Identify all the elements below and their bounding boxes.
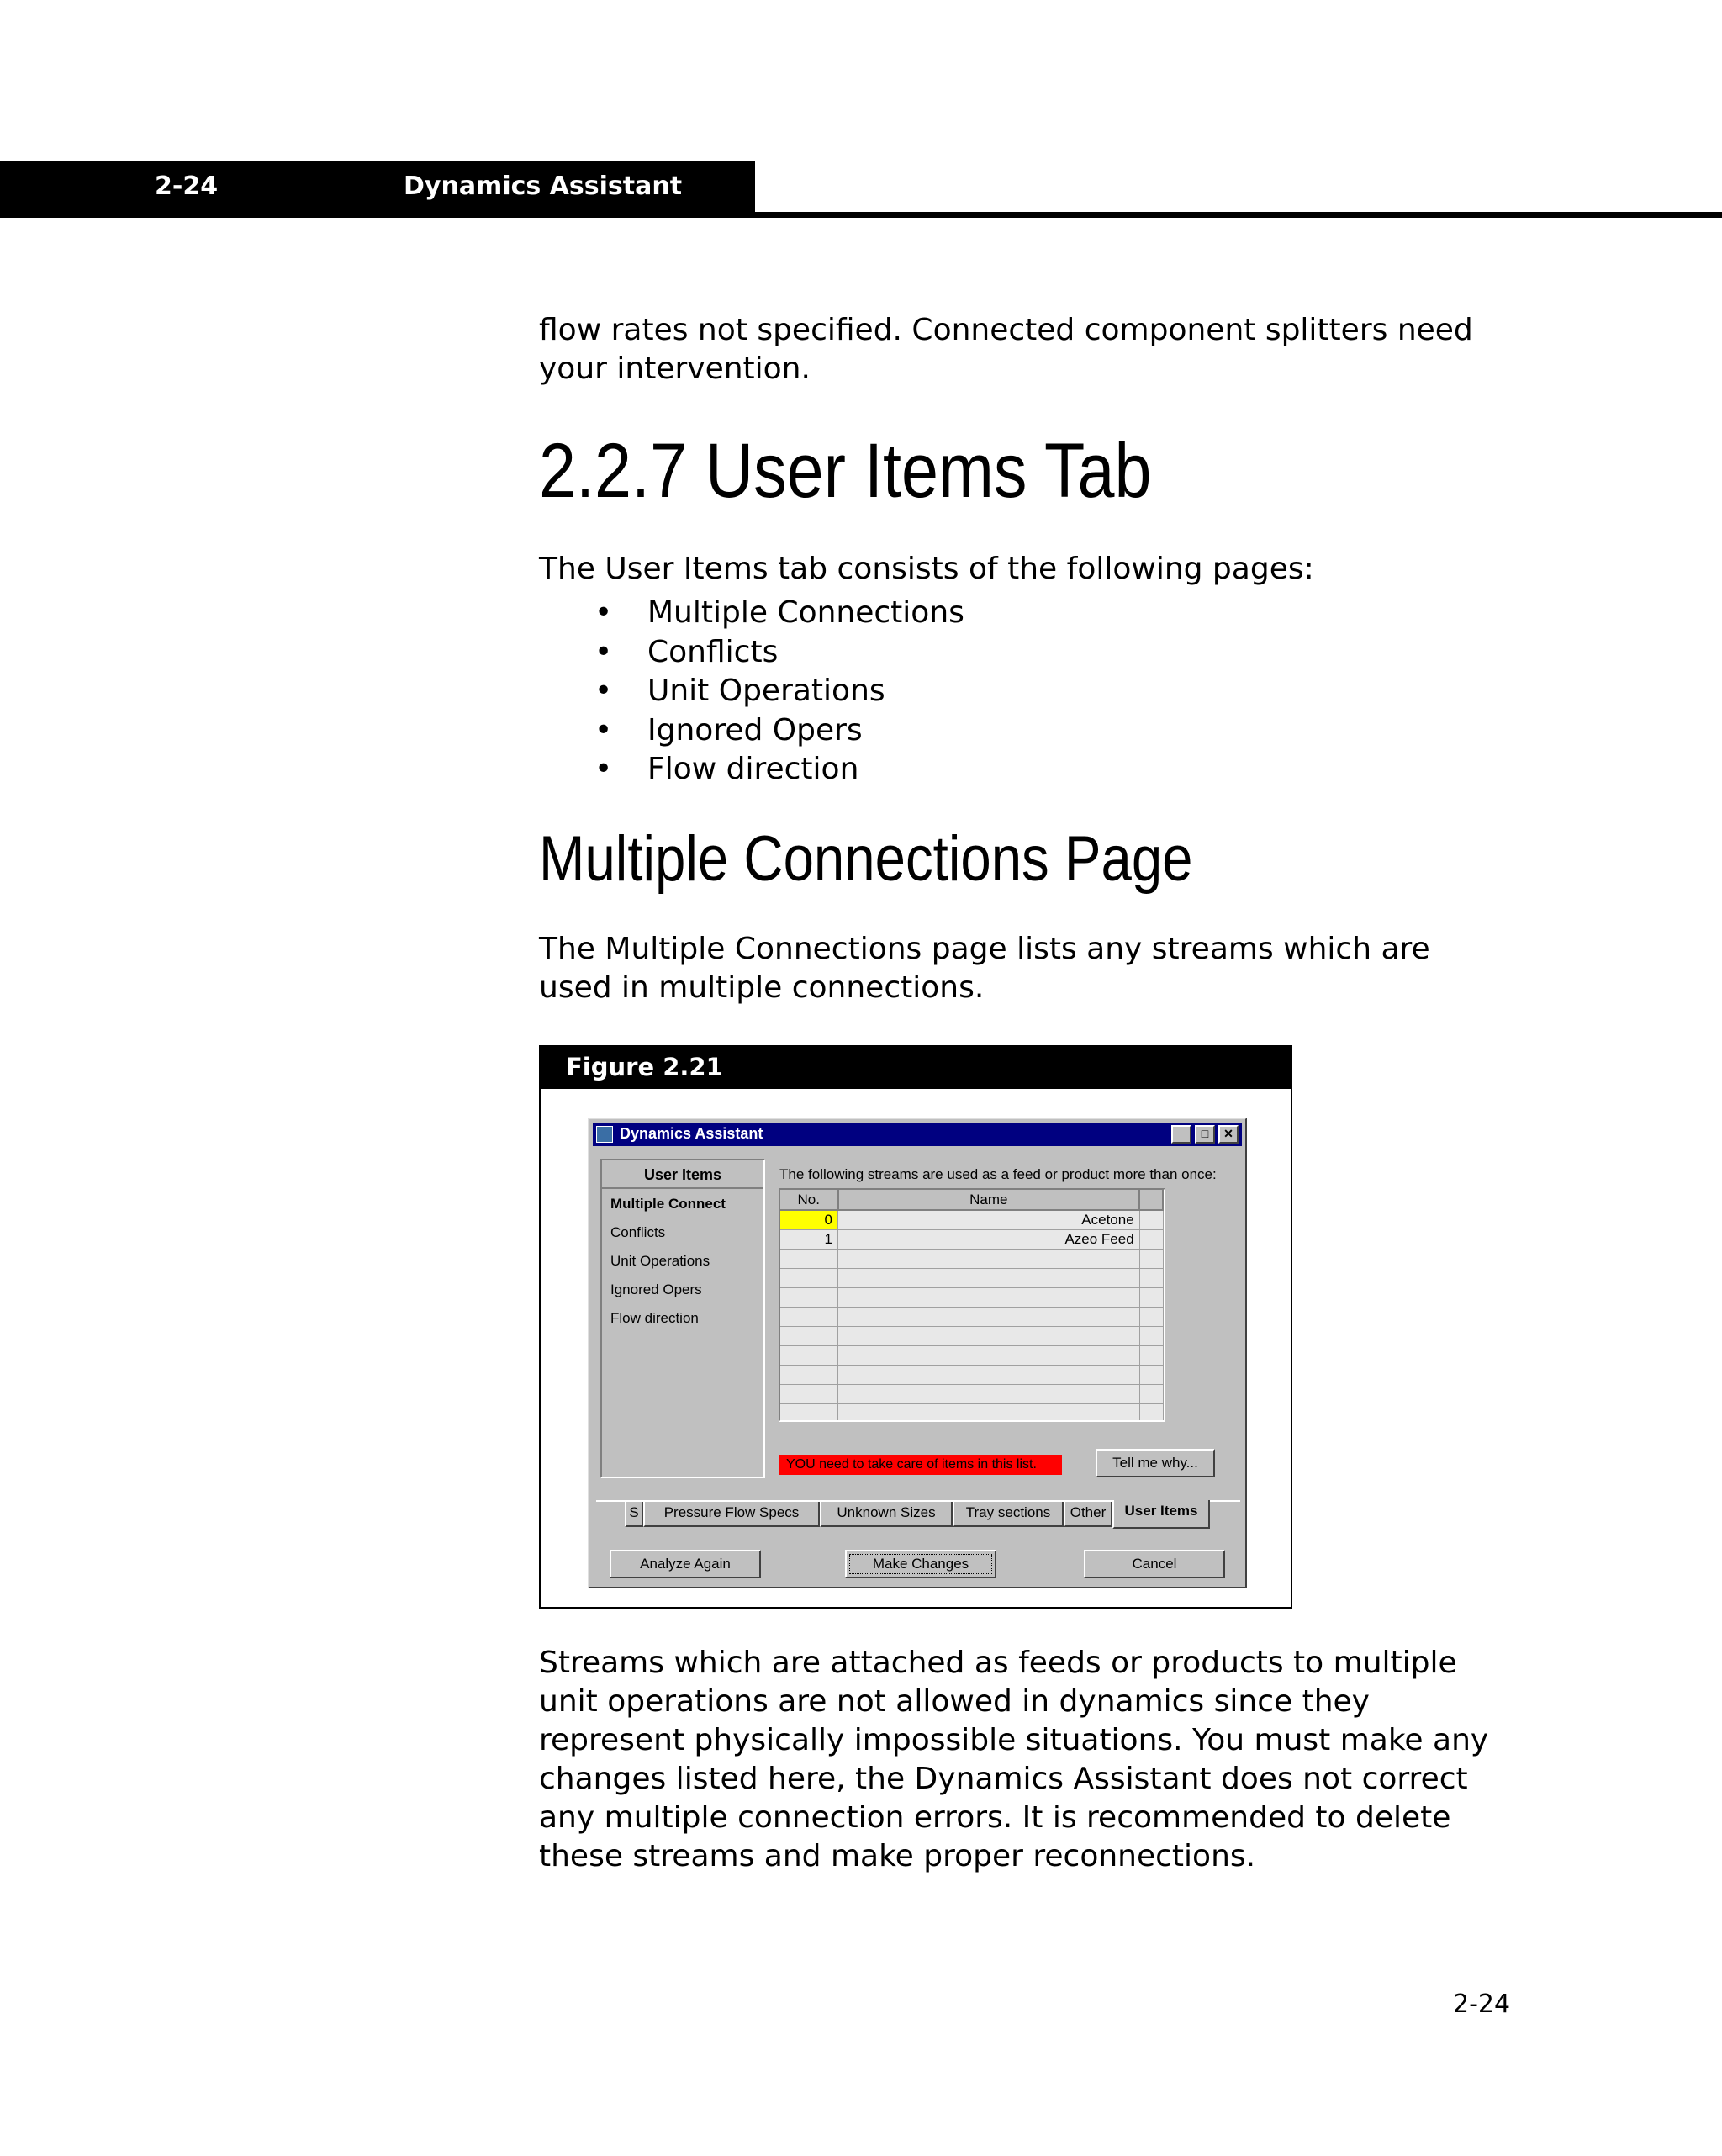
table-row xyxy=(780,1250,1163,1269)
empty-cell xyxy=(780,1327,838,1346)
column-header-name[interactable]: Name xyxy=(838,1190,1140,1210)
error-message: YOU need to take care of items in this list. xyxy=(779,1455,1062,1475)
table-header-row xyxy=(780,1190,1163,1210)
empty-cell xyxy=(780,1288,838,1308)
footer-page-number: 2-24 xyxy=(1453,1990,1511,2019)
header-chapter-title: Dynamics Assistant xyxy=(404,172,683,201)
analyze-again-button[interactable]: Analyze Again xyxy=(610,1550,761,1578)
empty-cell xyxy=(838,1404,1140,1423)
empty-cell xyxy=(780,1250,838,1269)
row-number-cell[interactable]: 0 xyxy=(780,1210,838,1230)
table-row xyxy=(780,1346,1163,1366)
empty-cell xyxy=(838,1250,1140,1269)
empty-cell xyxy=(1139,1346,1163,1366)
empty-cell xyxy=(780,1269,838,1288)
empty-cell xyxy=(838,1269,1140,1288)
table-row xyxy=(780,1385,1163,1404)
nav-title: User Items xyxy=(602,1160,763,1189)
figure xyxy=(539,1045,1292,1609)
section-heading: 2.2.7 User Items Tab xyxy=(539,428,1152,514)
empty-cell xyxy=(780,1385,838,1404)
tab-strip xyxy=(596,1500,1240,1534)
empty-cell xyxy=(780,1366,838,1385)
tab-tray-sections[interactable]: Tray sections xyxy=(953,1502,1064,1527)
header-rule xyxy=(0,212,1722,218)
empty-cell xyxy=(1139,1404,1163,1423)
table-row xyxy=(780,1308,1163,1327)
maximize-icon[interactable]: □ xyxy=(1195,1125,1215,1144)
empty-cell xyxy=(1139,1250,1163,1269)
stream-name-cell[interactable]: Acetone xyxy=(838,1210,1140,1230)
empty-cell xyxy=(1139,1385,1163,1404)
empty-cell xyxy=(1139,1269,1163,1288)
tab-user-items[interactable]: User Items xyxy=(1112,1500,1210,1529)
section-intro: The User Items tab consists of the following pages: xyxy=(539,552,1314,586)
empty-cell xyxy=(1139,1210,1163,1230)
page-navigator xyxy=(600,1159,765,1478)
tab-other[interactable]: Other xyxy=(1064,1502,1112,1527)
intro-paragraph: flow rates not specified. Connected component splitters need your intervention. xyxy=(539,313,1473,386)
list-item: • Multiple Connections xyxy=(539,594,964,633)
make-changes-button[interactable]: Make Changes xyxy=(845,1550,996,1578)
close-icon[interactable]: ✕ xyxy=(1218,1125,1239,1144)
tell-me-why-button[interactable]: Tell me why... xyxy=(1096,1449,1215,1477)
empty-cell xyxy=(780,1308,838,1327)
dialog-title: Dynamics Assistant xyxy=(620,1125,763,1142)
figure-label: Figure 2.21 xyxy=(566,1053,723,1081)
empty-cell xyxy=(780,1404,838,1423)
table-row xyxy=(780,1269,1163,1288)
app-icon xyxy=(596,1126,613,1143)
table-row xyxy=(780,1366,1163,1385)
list-item: • Unit Operations xyxy=(539,672,964,711)
header-page-number: 2-24 xyxy=(155,172,219,201)
stream-name-cell[interactable]: Azeo Feed xyxy=(838,1230,1140,1250)
list-item: • Ignored Opers xyxy=(539,711,964,751)
table-row xyxy=(780,1327,1163,1346)
empty-cell xyxy=(1139,1308,1163,1327)
tab-s[interactable]: S xyxy=(625,1502,643,1527)
closing-paragraph: Streams which are attached as feeds or products to multiple unit operations are not allowed in dynamics since they represent physically impossible situations. You must make any changes listed here, the Dynamics Assistant does not correct any multiple connection errors. It is recommended to delete these streams and make proper reconnections. xyxy=(539,1646,1489,1873)
nav-item-ignored-opers[interactable]: Ignored Opers xyxy=(610,1281,702,1297)
empty-cell xyxy=(780,1346,838,1366)
empty-cell xyxy=(1139,1327,1163,1346)
figure-header xyxy=(541,1047,1291,1089)
nav-item-conflicts[interactable]: Conflicts xyxy=(610,1224,666,1240)
list-item: • Conflicts xyxy=(539,633,964,673)
table-row xyxy=(780,1404,1163,1423)
dynamics-assistant-dialog xyxy=(588,1118,1247,1588)
table-row[interactable] xyxy=(780,1230,1163,1250)
minimize-icon[interactable]: _ xyxy=(1171,1125,1191,1144)
cancel-button[interactable]: Cancel xyxy=(1084,1550,1225,1578)
empty-cell xyxy=(1139,1288,1163,1308)
empty-cell xyxy=(1139,1366,1163,1385)
column-header-no[interactable]: No. xyxy=(780,1190,838,1210)
nav-item-multiple-connect[interactable]: Multiple Connect xyxy=(610,1196,726,1212)
empty-cell xyxy=(838,1308,1140,1327)
nav-item-flow-direction[interactable]: Flow direction xyxy=(610,1310,699,1326)
pages-list xyxy=(539,594,964,790)
list-item: • Flow direction xyxy=(539,750,964,790)
subsection-heading: Multiple Connections Page xyxy=(539,823,1193,895)
row-number-cell[interactable]: 1 xyxy=(780,1230,838,1250)
subsection-paragraph: The Multiple Connections page lists any streams which are used in multiple connections. xyxy=(539,932,1430,1005)
instruction-text: The following streams are used as a feed or product more than once: xyxy=(779,1166,1217,1182)
empty-cell xyxy=(838,1366,1140,1385)
tab-unknown-sizes[interactable]: Unknown Sizes xyxy=(820,1502,953,1527)
dialog-titlebar[interactable] xyxy=(593,1123,1242,1146)
empty-cell xyxy=(838,1385,1140,1404)
tab-pressure-flow-specs[interactable]: Pressure Flow Specs xyxy=(643,1502,820,1527)
empty-cell xyxy=(838,1288,1140,1308)
empty-cell xyxy=(838,1346,1140,1366)
nav-item-unit-operations[interactable]: Unit Operations xyxy=(610,1253,710,1269)
empty-cell xyxy=(1139,1230,1163,1250)
table-row[interactable] xyxy=(780,1210,1163,1230)
column-header-blank xyxy=(1139,1190,1163,1210)
empty-cell xyxy=(838,1327,1140,1346)
table-row xyxy=(780,1288,1163,1308)
streams-table[interactable] xyxy=(779,1188,1165,1422)
